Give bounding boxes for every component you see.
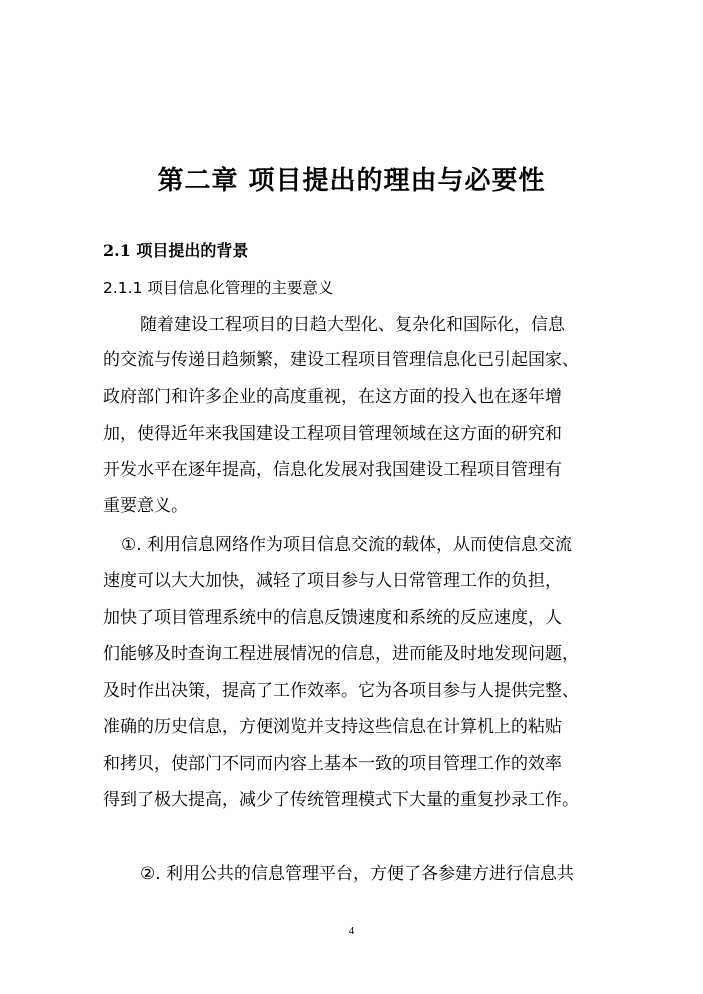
paragraph-3-line: ②. 利用公共的信息管理平台，方便了各参建方进行信息共	[140, 864, 575, 884]
chapter-title: 第二章 项目提出的理由与必要性	[157, 166, 546, 196]
paragraph-1-line: 开发水平在逐年提高，信息化发展对我国建设工程项目管理有	[103, 460, 562, 480]
paragraph-1-line: 政府部门和许多企业的高度重视，在这方面的投入也在逐年增	[103, 387, 562, 407]
page-number: 4	[348, 925, 355, 937]
paragraph-2-line: 速度可以大大加快，减轻了项目参与人日常管理工作的负担，	[103, 571, 562, 591]
paragraph-2-line: 得到了极大提高，减少了传统管理模式下大量的重复抄录工作。	[103, 790, 579, 810]
paragraph-1-line: 随着建设工程项目的日趋大型化、复杂化和国际化，信息	[140, 315, 565, 335]
section-heading: 2.1 项目提出的背景	[103, 241, 249, 260]
paragraph-2-line: 和拷贝，使部门不同而内容上基本一致的项目管理工作的效率	[103, 754, 562, 774]
paragraph-2-line: 及时作出决策，提高了工作效率。它为各项目参与人提供完整、	[103, 681, 579, 701]
paragraph-2-line: ①. 利用信息网络作为项目信息交流的载体，从而使信息交流	[121, 535, 573, 555]
paragraph-2-line: 准确的历史信息，方便浏览并支持这些信息在计算机上的粘贴	[103, 717, 562, 737]
paragraph-2-line: 们能够及时查询工程进展情况的信息，进而能及时地发现问题，	[103, 644, 579, 664]
paragraph-1-line: 的交流与传递日趋频繁，建设工程项目管理信息化已引起国家、	[103, 350, 579, 370]
paragraph-2-line: 加快了项目管理系统中的信息反馈速度和系统的反应速度，人	[103, 608, 562, 628]
paragraph-1-line: 加，使得近年来我国建设工程项目管理领域在这方面的研究和	[103, 424, 562, 444]
paragraph-1-line: 重要意义。	[103, 496, 188, 516]
subsection-heading: 2.1.1 项目信息化管理的主要意义	[103, 279, 334, 297]
